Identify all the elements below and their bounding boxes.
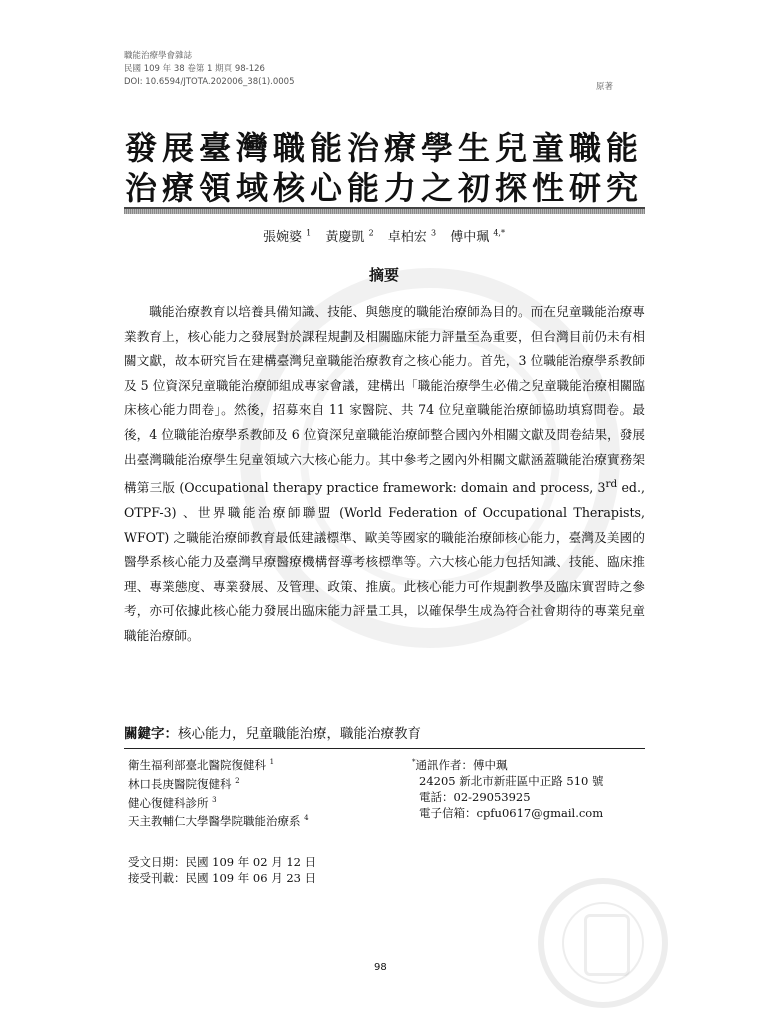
page-number: 98: [374, 962, 387, 973]
affiliation: 衛生福利部臺北醫院復健科 $^1$: [128, 757, 275, 772]
library-seal-box: [584, 914, 630, 976]
library-seal-icon: [538, 878, 668, 1008]
journal-issue: 民國 109 年 38 卷第 1 期頁 98-126: [124, 64, 265, 74]
abstract-heading: 摘要: [368, 266, 399, 284]
author: 傅中珮 $^{4,*}$: [450, 228, 505, 245]
journal-name: 職能治療學會雜誌: [124, 51, 193, 61]
affiliation-divider: [124, 748, 645, 749]
keywords: [124, 722, 421, 742]
correspondence: [412, 754, 604, 821]
author: 卓柏宏 $^3$: [387, 228, 437, 245]
title-divider: [124, 207, 645, 214]
corresponding-email: 電子信箱：cpfu0617@gmail.com: [419, 805, 604, 820]
author-list: [124, 226, 644, 245]
corresponding-address: 24205 新北市新莊區中正路 510 號: [419, 773, 604, 788]
corresponding-author: *通訊作者：傅中珮: [412, 757, 508, 772]
keywords-label: 關鍵字：: [124, 726, 178, 742]
corresponding-phone: 電話：02-29053925: [419, 789, 531, 804]
keywords-text: 核心能力，兒童職能治療，職能治療教育: [178, 726, 421, 742]
submission-dates: [128, 854, 316, 886]
affiliation-list: [128, 754, 309, 829]
affiliation: 林口長庚醫院復健科 $^2$: [128, 776, 240, 791]
affiliation: 健心復健科診所 $^3$: [128, 795, 217, 810]
title-line-1: 發展臺灣職能治療學生兒童職能: [124, 129, 643, 167]
affiliation: 天主教輔仁大學醫學院職能治療系 $^4$: [128, 814, 309, 829]
received-date: 受文日期：民國 109 年 02 月 12 日: [128, 855, 317, 869]
author: 黃慶凱 $^2$: [325, 228, 374, 245]
journal-header: [124, 50, 295, 89]
accepted-date: 接受刊載：民國 109 年 06 月 23 日: [128, 871, 317, 885]
article-type: 原著: [596, 82, 614, 92]
author: 張婉婆 $^1$: [263, 228, 312, 245]
paper-title: [124, 128, 644, 208]
doi: DOI: 10.6594/JTOTA.202006_38(1).0005: [124, 77, 295, 87]
title-line-2: 治療領域核心能力之初探性研究: [124, 169, 643, 207]
abstract-body: 職能治療教育以培養具備知識、技能、與態度的職能治療師為目的。而在兒童職能治療專業教育上，核心能力之發展對於課程規劃及相關臨床能力評量至為重要，但台灣目前仍未有相關文獻，故本研究旨在建構臺灣兒童職能治療教育之核心能力。首先，3 位職能治療學系教師及 5 位資深兒童職能治療師組成專家會議，建構出「職能治療學生必備之兒童職能治療相關臨床核心能力問卷」。然後，招募來自 11 家醫院、共 74 位兒童職能治療師協助填寫問卷。最後，4 位職能治療學系教師及 6 位資深兒童職能治療師整合國內外相關文獻及問卷結果，發展出臺灣職能治療學生兒童領域六大核心能力。其中參考之國內外相關文獻涵蓋職能治療實務架構第三版 (Occupational therapy practice framework: domain and process, 3rd ed., OTPF-3) 、世界職能治療師聯盟 (World Federation of Occupational Therapists, WFOT) 之職能治療師教育最低建議標準、歐美等國家的職能治療師核心能力，臺灣及美國的醫學系核心能力及臺灣早療醫療機構督導考核標準等。六大核心能力包括知識、技能、臨床推理、專業態度、專業發展、及管理、政策、推廣。此核心能力可作規劃教學及臨床實習時之參考，亦可依據此核心能力發展出臨床能力評量工具，以確保學生成為符合社會期待的專業兒童職能治療師。: [124, 304, 645, 643]
